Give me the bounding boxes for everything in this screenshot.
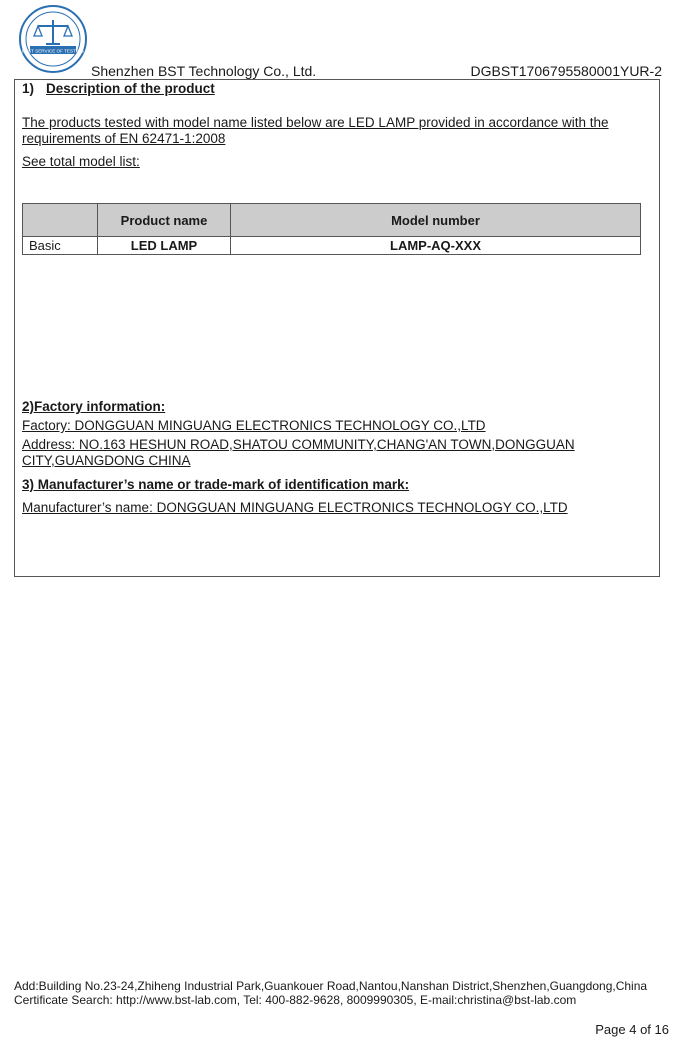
company-name: Shenzhen BST Technology Co., Ltd. [91,63,317,79]
table-header-cell: Product name [98,204,231,237]
report-number: DGBST1706795580001YUR-2 [470,63,662,79]
factory-name: Factory: DONGGUAN MINGUANG ELECTRONICS TECHNOLOGY CO.,LTD [22,418,486,433]
section1-number: 1) [22,81,35,96]
section1-label: Description of the product [46,81,215,96]
model-table [22,203,641,255]
bst-seal-icon [18,4,88,74]
section3-title: 3) Manufacturer’s name or trade-mark of identification mark: [22,477,410,492]
table-header-cell [23,204,98,237]
section1-title [22,81,215,96]
manufacturer-name: Manufacturer’s name: DONGGUAN MINGUANG ELECTRONICS TECHNOLOGY CO.,LTD [22,500,568,515]
table-header-cell: Model number [231,204,641,237]
table-row [23,237,641,255]
factory-address: Address: NO.163 HESHUN ROAD,SHATOU COMMUNITY,CHANG'AN TOWN,DONGGUAN CITY,GUANGDONG CHINA [22,437,575,468]
footer-address: Add:Building No.23-24,Zhiheng Industrial Park,Guankouer Road,Nantou,Nanshan District,Shenzhen,Guangdong,China [14,979,648,993]
table-cell-model: LAMP-AQ-XXX [231,237,641,255]
content-box [14,79,660,577]
svg-text:BEST SERVICE OF TESTING: BEST SERVICE OF TESTING [21,48,85,54]
section2-title: 2)Factory information: [22,399,166,414]
footer-contact: Certificate Search: http://www.bst-lab.com, Tel: 400-882-9628, 8009990305, E-mail:christina@bst-lab.com [14,993,577,1007]
table-header-row [23,204,641,237]
page-number: Page 4 of 16 [595,1022,669,1037]
product-intro: The products tested with model name listed below are LED LAMP provided in accordance with the requirements of EN 62471-1:2008 [22,115,609,146]
table-cell-product: LED LAMP [98,237,231,255]
model-list-label: See total model list: [22,154,140,169]
table-cell-type: Basic [23,237,98,255]
